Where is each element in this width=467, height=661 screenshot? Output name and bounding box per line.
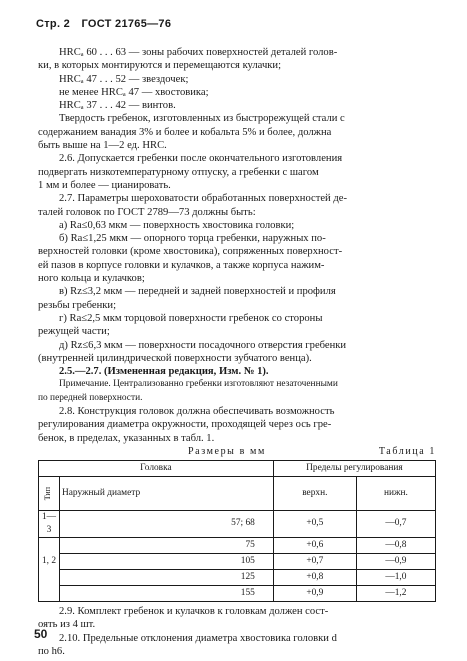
table-row — [39, 553, 436, 569]
cell-upper: +0,7 — [273, 553, 356, 569]
cell-diameter: 57; 68 — [60, 510, 274, 537]
text-line: 2.10. Предельные отклонения диаметра хвостовика головки d — [59, 632, 337, 644]
text-line: (внутренней цилиндрической поверхности зубчатого венца). — [38, 352, 312, 364]
table-row — [39, 585, 436, 601]
page-header — [36, 18, 179, 31]
cell-lower: —0,9 — [356, 553, 435, 569]
text-line: 2.8. Конструкция головок должна обеспечивать возможность — [59, 406, 335, 418]
text-line: быть выше на 1—2 ед. HRC. — [38, 140, 167, 152]
text-line: оять из 4 шт. — [38, 619, 96, 631]
cell-type — [39, 537, 60, 553]
cell-type — [39, 585, 60, 601]
text-line: в) Rz≤3,2 мкм — передней и задней поверхностей и профиля — [59, 286, 336, 298]
text-line: верхностей головки (кроме хвостовика), сопряженных поверхност- — [38, 246, 343, 258]
cell-lower: —0,7 — [356, 510, 435, 537]
document-body — [38, 46, 436, 658]
column-header: верхн. — [273, 476, 356, 510]
column-header: нижн. — [356, 476, 435, 510]
text-line: ей пазов в корпусе головки и кулачков, а также корпуса нажим- — [38, 259, 325, 271]
table-units: Размеры в мм — [188, 445, 266, 457]
text-line: а) Ra≤0,63 мкм — поверхность хвостовика головки; — [59, 219, 295, 231]
footnote-line: по передней поверхности. — [38, 392, 143, 403]
text-line: Твердость гребенок, изготовленных из быстрорежущей стали с — [59, 113, 345, 125]
cell-diameter: 125 — [60, 569, 274, 585]
cell-diameter: 155 — [60, 585, 274, 601]
text-line: по h6. — [38, 645, 65, 657]
table-row — [39, 510, 436, 537]
text-line: не менее HRCₐ 47 — хвостовика; — [59, 86, 209, 98]
text-line: ки, в которых монтируются и перемещаются кулачки; — [38, 60, 282, 72]
text-line: HRCₐ 47 . . . 52 — звездочек; — [59, 73, 189, 85]
column-header: Пределы регулирования — [273, 460, 435, 476]
cell-upper: +0,5 — [273, 510, 356, 537]
cell-diameter: 105 — [60, 553, 274, 569]
cell-type: 1—3 — [39, 510, 60, 537]
text-line: б) Ra≤1,25 мкм — опорного торца гребенки, наружных по- — [59, 233, 326, 245]
cell-diameter: 75 — [60, 537, 274, 553]
text-line: подвергать низкотемпературному отпуску, а гребенки с шагом — [38, 166, 319, 178]
text-line: резьбы гребенки; — [38, 299, 117, 311]
cell-type — [39, 569, 60, 585]
data-table — [38, 460, 436, 602]
cell-upper: +0,6 — [273, 537, 356, 553]
footnote-line: Примечание. Централизованно гребенки изготовляют незаточенными — [59, 379, 338, 390]
table-row — [39, 569, 436, 585]
column-header: Головка — [39, 460, 274, 476]
column-header-type: Тип — [39, 476, 60, 510]
table-caption — [38, 445, 436, 458]
text-line: регулирования диаметра окружности, проходящей через ось гре- — [38, 419, 332, 431]
amendment-note: 2.5.—2.7. (Измененная редакция, Изм. № 1). — [59, 366, 269, 378]
text-line: д) Rz≤6,3 мкм — поверхности посадочного отверстия гребенки — [59, 339, 347, 351]
cell-lower: —1,0 — [356, 569, 435, 585]
table-row — [39, 537, 436, 553]
cell-upper: +0,9 — [273, 585, 356, 601]
cell-lower: —1,2 — [356, 585, 435, 601]
text-line: HRCₐ 37 . . . 42 — винтов. — [59, 100, 176, 112]
text-line: талей головок по ГОСТ 2789—73 должны быть: — [38, 206, 256, 218]
cell-lower: —0,8 — [356, 537, 435, 553]
gost-number: ГОСТ 21765—76 — [81, 18, 172, 30]
text-line: ного кольца и кулачков; — [38, 273, 145, 285]
page-number: 50 — [34, 627, 48, 641]
cell-type: 1, 2 — [39, 553, 60, 569]
column-header: Наружный диаметр — [60, 476, 274, 510]
text-line: 1 мм и более — цианировать. — [38, 179, 171, 191]
text-line: режущей части; — [38, 326, 110, 338]
text-line: бенок, в пределах, указанных в табл. 1. — [38, 432, 215, 444]
cell-upper: +0,8 — [273, 569, 356, 585]
page-label: Стр. 2 — [36, 18, 71, 30]
table-number: Таблица 1 — [378, 445, 436, 457]
text-line: 2.6. Допускается гребенки после окончательного изготовления — [59, 153, 343, 165]
text-line: содержанием ванадия 3% и более и кобальта 5% и более, должна — [38, 126, 332, 138]
text-line: 2.7. Параметры шероховатости обработанных поверхностей де- — [59, 193, 347, 205]
text-line: г) Ra≤2,5 мкм торцовой поверхности гребенок со стороны — [59, 312, 323, 324]
text-line: 2.9. Комплект гребенок и кулачков к головкам должен сост- — [59, 605, 329, 617]
text-line: HRCₐ 60 . . . 63 — зоны рабочих поверхностей деталей голов- — [59, 47, 338, 58]
